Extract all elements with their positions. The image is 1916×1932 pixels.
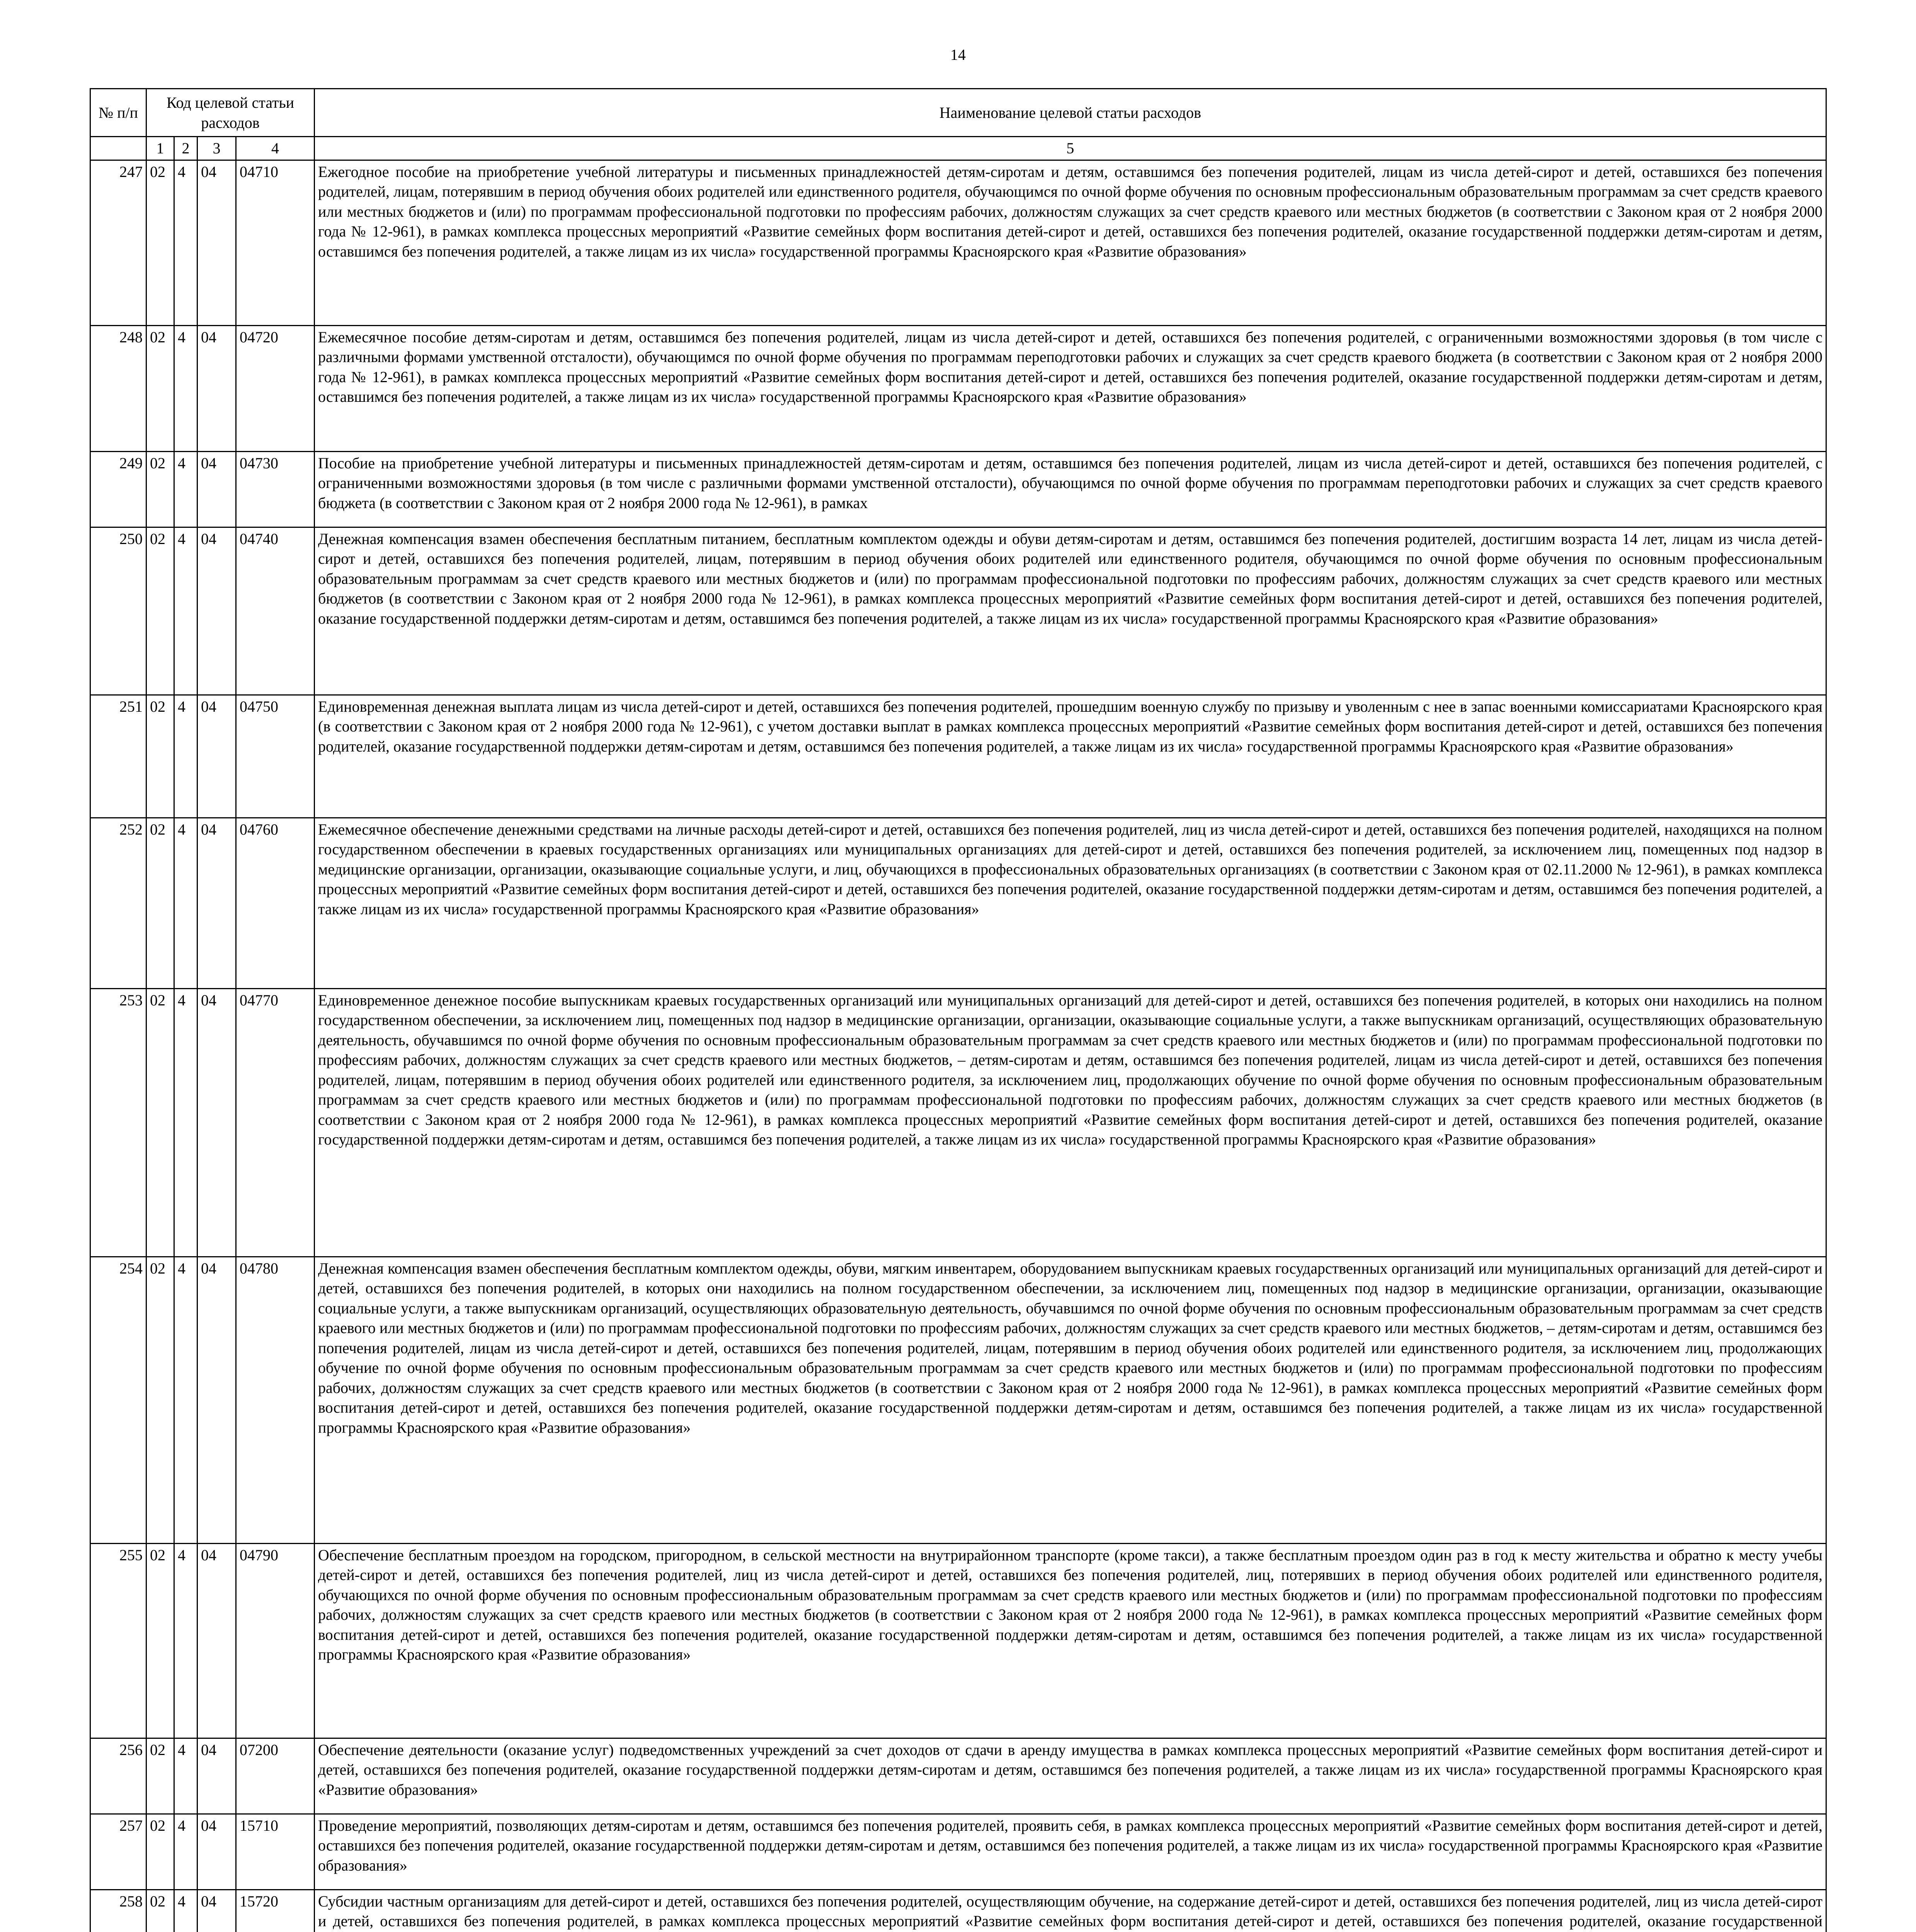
code-part-3: 04: [197, 1257, 236, 1543]
row-description: Денежная компенсация взамен обеспечения бесплатным питанием, бесплатным комплектом одежды и обуви детям-сиротам и детям, оставшимся без попечения родителей, достигшим возраста 14 лет, лицам из числа детей-сирот и детей, оставшихся без попечения родителей, лицам, потерявшим в период обучения обоих родителей или единственного родителя, обучающимся по очной форме обучения по основным профессиональным образовательным программам за счет средств краевого или местных бюджетов и (или) по программам профессиональной подготовки по профессиям рабочих, должностям служащих за счет средств краевого или местных бюджетов (в соответствии с Законом края от 2 ноября 2000 года № 12-961), в рамках комплекса процессных мероприятий «Развитие семейных форм воспитания детей-сирот и детей, оставшихся без попечения родителей, оказание государственной поддержки детям-сиротам и детям, оставшимся без попечения родителей, а также лицам из их числа» государственной программы Красноярского края «Развитие образования»: [315, 527, 1826, 695]
budget-code-table: [90, 88, 1827, 1932]
row-description: Единовременная денежная выплата лицам из числа детей-сирот и детей, оставшихся без попечения родителей, прошедшим военную службу по призыву и уволенным с нее в запас военными комиссариатами Красноярского края (в соответствии с Законом края от 2 ноября 2000 года № 12-961), с учетом доставки выплат в рамках комплекса процессных мероприятий «Развитие семейных форм воспитания детей-сирот и детей, оставшихся без попечения родителей, оказание государственной поддержки детям-сиротам и детям, оставшимся без попечения родителей, а также лицам из их числа» государственной программы Красноярского края «Развитие образования»: [315, 695, 1826, 818]
code-part-2: 4: [174, 1814, 197, 1889]
code-part-2: 4: [174, 160, 197, 325]
code-part-3: 04: [197, 1814, 236, 1889]
code-part-4: 15720: [236, 1889, 315, 1932]
code-part-3: 04: [197, 818, 236, 988]
code-part-2: 4: [174, 988, 197, 1257]
code-part-1: 02: [146, 527, 174, 695]
row-number: 256: [90, 1738, 146, 1814]
code-part-4: 04760: [236, 818, 315, 988]
code-part-1: 02: [146, 325, 174, 451]
code-part-4: 04790: [236, 1543, 315, 1738]
code-part-1: 02: [146, 695, 174, 818]
code-part-2: 4: [174, 695, 197, 818]
table-row: [90, 1738, 1826, 1814]
header-code: Код целевой статьи расходов: [146, 89, 315, 137]
table-row: [90, 1814, 1826, 1889]
code-part-3: 04: [197, 1889, 236, 1932]
code-part-4: 04720: [236, 325, 315, 451]
row-number: 251: [90, 695, 146, 818]
row-description: Денежная компенсация взамен обеспечения бесплатным комплектом одежды, обуви, мягким инвентарем, оборудованием выпускникам краевых государственных организаций или муниципальных организаций для детей-сирот и детей, оставшихся без попечения родителей, в которых они находились на полном государственном обеспечении, за исключением лиц, помещенных под надзор в медицинские организации, организации, оказывающие социальные услуги, а также выпускникам организаций, осуществляющих образовательную деятельность, обучавшимся по очной форме обучения по основным профессиональным образовательным программам за счет средств краевого или местных бюджетов и (или) по программам профессиональной подготовки по профессиям рабочих, должностям служащих за счет средств краевого или местных бюджетов, – детям-сиротам и детям, оставшимся без попечения родителей, лицам из числа детей-сирот и детей, оставшихся без попечения родителей, лицам, потерявшим в период обучения обоих родителей или единственного родителя, за исключением лиц, продолжающих обучение по очной форме обучения по основным профессиональным образовательным программам за счет средств краевого или местных бюджетов и (или) по программам профессиональной подготовки по профессиям рабочих, должностям служащих за счет средств краевого или местных бюджетов (в соответствии с Законом края от 2 ноября 2000 года № 12-961), в рамках комплекса процессных мероприятий «Развитие семейных форм воспитания детей-сирот и детей, оставшихся без попечения родителей, оказание государственной поддержки детям-сиротам и детям, оставшимся без попечения родителей, а также лицам из их числа» государственной программы Красноярского края «Развитие образования»: [315, 1257, 1826, 1543]
code-part-2: 4: [174, 1738, 197, 1814]
row-description: Субсидии частным организациям для детей-сирот и детей, оставшихся без попечения родителей, осуществляющим обучение, на содержание детей-сирот и детей, оставшихся без попечения родителей, лиц из числа детей-сирот и детей, оставшихся без попечения родителей, в рамках комплекса процессных мероприятий «Развитие семейных форм воспитания детей-сирот и детей, оставшихся без попечения родителей, оказание государственной: [315, 1889, 1826, 1932]
code-part-1: 02: [146, 1814, 174, 1889]
row-number: 252: [90, 818, 146, 988]
code-part-2: 4: [174, 451, 197, 527]
header-row: [90, 89, 1826, 137]
code-part-2: 4: [174, 1257, 197, 1543]
code-part-4: 15710: [236, 1814, 315, 1889]
code-part-3: 04: [197, 325, 236, 451]
code-part-3: 04: [197, 1738, 236, 1814]
code-part-4: 04730: [236, 451, 315, 527]
table-row: [90, 818, 1826, 988]
code-part-3: 04: [197, 527, 236, 695]
code-part-2: 4: [174, 1889, 197, 1932]
code-part-2: 4: [174, 325, 197, 451]
row-number: 257: [90, 1814, 146, 1889]
table-row: [90, 527, 1826, 695]
row-description: Ежегодное пособие на приобретение учебной литературы и письменных принадлежностей детям-сиротам и детям, оставшимся без попечения родителей, лицам из числа детей-сирот и детей, оставшихся без попечения родителей, лицам, потерявшим в период обучения обоих родителей или единственного родителя, обучающимся по очной форме обучения по основным профессиональным образовательным программам за счет средств краевого или местных бюджетов и (или) по программам профессиональной подготовки по профессиям рабочих, должностям служащих за счет средств краевого или местных бюджетов (в соответствии с Законом края от 2 ноября 2000 года № 12-961), в рамках комплекса процессных мероприятий «Развитие семейных форм воспитания детей-сирот и детей, оставшихся без попечения родителей, оказание государственной поддержки детям-сиротам и детям, оставшимся без попечения родителей, а также лицам из их числа» государственной программы Красноярского края «Развитие образования»: [315, 160, 1826, 325]
row-description: Обеспечение бесплатным проездом на городском, пригородном, в сельской местности на внутрирайонном транспорте (кроме такси), а также бесплатным проездом один раз в год к месту жительства и обратно к месту учебы детей-сирот и детей, оставшихся без попечения родителей, лиц из числа детей-сирот и детей, оставшихся без попечения родителей, лиц, потерявших в период обучения обоих родителей или единственного родителя, обучающихся по очной форме обучения по основным профессиональным образовательным программам за счет средств краевого или местных бюджетов и (или) по программам профессиональной подготовки по профессиям рабочих, должностям служащих за счет средств краевого или местных бюджетов (в соответствии с Законом края от 2 ноября 2000 года № 12-961), в рамках комплекса процессных мероприятий «Развитие семейных форм воспитания детей-сирот и детей, оставшихся без попечения родителей, оказание государственной поддержки детям-сиротам и детям, оставшимся без попечения родителей, а также лицам из их числа» государственной программы Красноярского края «Развитие образования»: [315, 1543, 1826, 1738]
row-description: Обеспечение деятельности (оказание услуг) подведомственных учреждений за счет доходов от сдачи в аренду имущества в рамках комплекса процессных мероприятий «Развитие семейных форм воспитания детей-сирот и детей, оставшихся без попечения родителей, оказание государственной поддержки детям-сиротам и детям, оставшимся без попечения родителей, а также лицам из их числа» государственной программы Красноярского края «Развитие образования»: [315, 1738, 1826, 1814]
table-row: [90, 325, 1826, 451]
code-part-4: 04780: [236, 1257, 315, 1543]
code-part-1: 02: [146, 160, 174, 325]
code-part-2: 4: [174, 1543, 197, 1738]
code-part-1: 02: [146, 818, 174, 988]
table-row: [90, 1889, 1826, 1932]
table-row: [90, 988, 1826, 1257]
row-number: 247: [90, 160, 146, 325]
code-part-1: 02: [146, 451, 174, 527]
table-row: [90, 160, 1826, 325]
code-part-4: 04710: [236, 160, 315, 325]
index-cell: 4: [236, 137, 315, 160]
index-cell: 2: [174, 137, 197, 160]
code-part-3: 04: [197, 1543, 236, 1738]
index-cell: 1: [146, 137, 174, 160]
code-part-1: 02: [146, 988, 174, 1257]
table-row: [90, 451, 1826, 527]
row-number: 258: [90, 1889, 146, 1932]
code-part-4: 07200: [236, 1738, 315, 1814]
index-cell: [90, 137, 146, 160]
header-name: Наименование целевой статьи расходов: [315, 89, 1826, 137]
row-number: 249: [90, 451, 146, 527]
code-part-3: 04: [197, 160, 236, 325]
code-part-1: 02: [146, 1257, 174, 1543]
code-part-3: 04: [197, 695, 236, 818]
row-description: Ежемесячное обеспечение денежными средствами на личные расходы детей-сирот и детей, оставшихся без попечения родителей, лиц из числа детей-сирот и детей, оставшихся без попечения родителей, находящихся на полном государственном обеспечении в краевых государственных организациях или муниципальных организациях для детей-сирот и детей, оставшихся без попечения родителей, за исключением лиц, помещенных под надзор в медицинские организации, организации, оказывающие социальные услуги, и лиц, обучающихся в профессиональных образовательных организациях (в соответствии с Законом края от 02.11.2000 № 12-961), в рамках комплекса процессных мероприятий «Развитие семейных форм воспитания детей-сирот и детей, оставшихся без попечения родителей, оказание государственной поддержки детям-сиротам и детям, оставшимся без попечения родителей, а также лицам из их числа» государственной программы Красноярского края «Развитие образования»: [315, 818, 1826, 988]
index-cell: 3: [197, 137, 236, 160]
page-number: 14: [950, 46, 966, 63]
table-row: [90, 695, 1826, 818]
code-part-4: 04770: [236, 988, 315, 1257]
row-description: Проведение мероприятий, позволяющих детям-сиротам и детям, оставшимся без попечения родителей, проявить себя, в рамках комплекса процессных мероприятий «Развитие семейных форм воспитания детей-сирот и детей, оставшихся без попечения родителей, оказание государственной поддержки детям-сиротам и детям, оставшимся без попечения родителей, а также лицам из их числа» государственной программы Красноярского края «Развитие образования»: [315, 1814, 1826, 1889]
table-row: [90, 1257, 1826, 1543]
index-row: [90, 137, 1826, 160]
row-number: 248: [90, 325, 146, 451]
table-row: [90, 1543, 1826, 1738]
row-number: 250: [90, 527, 146, 695]
code-part-3: 04: [197, 451, 236, 527]
row-description: Единовременное денежное пособие выпускникам краевых государственных организаций или муниципальных организаций для детей-сирот и детей, оставшихся без попечения родителей, в которых они находились на полном государственном обеспечении, за исключением лиц, помещенных под надзор в медицинские организации, организации, оказывающие социальные услуги, а также выпускникам организаций, осуществляющих образовательную деятельность, обучавшимся по очной форме обучения по основным профессиональным образовательным программам за счет средств краевого или местных бюджетов и (или) по программам профессиональной подготовки по профессиям рабочих, должностям служащих за счет средств краевого или местных бюджетов, – детям-сиротам и детям, оставшимся без попечения родителей, лицам из числа детей-сирот и детей, оставшихся без попечения родителей, лицам, потерявшим в период обучения обоих родителей или единственного родителя, за исключением лиц, продолжающих обучение по очной форме обучения по основным профессиональным образовательным программам за счет средств краевого или местных бюджетов и (или) по программам профессиональной подготовки по профессиям рабочих, должностям служащих за счет средств краевого или местных бюджетов (в соответствии с Законом края от 2 ноября 2000 года № 12-961), в рамках комплекса процессных мероприятий «Развитие семейных форм воспитания детей-сирот и детей, оставшихся без попечения родителей, оказание государственной поддержки детям-сиротам и детям, оставшимся без попечения родителей, а также лицам из их числа» государственной программы Красноярского края «Развитие образования»: [315, 988, 1826, 1257]
code-part-4: 04750: [236, 695, 315, 818]
header-number: № п/п: [90, 89, 146, 137]
code-part-2: 4: [174, 818, 197, 988]
code-part-3: 04: [197, 988, 236, 1257]
row-number: 254: [90, 1257, 146, 1543]
row-number: 253: [90, 988, 146, 1257]
row-number: 255: [90, 1543, 146, 1738]
code-part-4: 04740: [236, 527, 315, 695]
code-part-1: 02: [146, 1543, 174, 1738]
row-description: Ежемесячное пособие детям-сиротам и детям, оставшимся без попечения родителей, лицам из числа детей-сирот и детей, оставшихся без попечения родителей, с ограниченными возможностями здоровья (в том числе с различными формами умственной отсталости), обучающимся по очной форме обучения по программам переподготовки рабочих и служащих за счет средств краевого бюджета (в соответствии с Законом края от 2 ноября 2000 года № 12-961), в рамках комплекса процессных мероприятий «Развитие семейных форм воспитания детей-сирот и детей, оставшихся без попечения родителей, оказание государственной поддержки детям-сиротам и детям, оставшимся без попечения родителей, а также лицам из их числа» государственной программы Красноярского края «Развитие образования»: [315, 325, 1826, 451]
code-part-2: 4: [174, 527, 197, 695]
code-part-1: 02: [146, 1738, 174, 1814]
row-description: Пособие на приобретение учебной литературы и письменных принадлежностей детям-сиротам и детям, оставшимся без попечения родителей, лицам из числа детей-сирот и детей, оставшихся без попечения родителей, с ограниченными возможностями здоровья (в том числе с различными формами умственной отсталости), обучающимся по очной форме обучения по программам переподготовки рабочих и служащих за счет средств краевого бюджета (в соответствии с Законом края от 2 ноября 2000 года № 12-961), в рамках: [315, 451, 1826, 527]
code-part-1: 02: [146, 1889, 174, 1932]
index-cell: 5: [315, 137, 1826, 160]
